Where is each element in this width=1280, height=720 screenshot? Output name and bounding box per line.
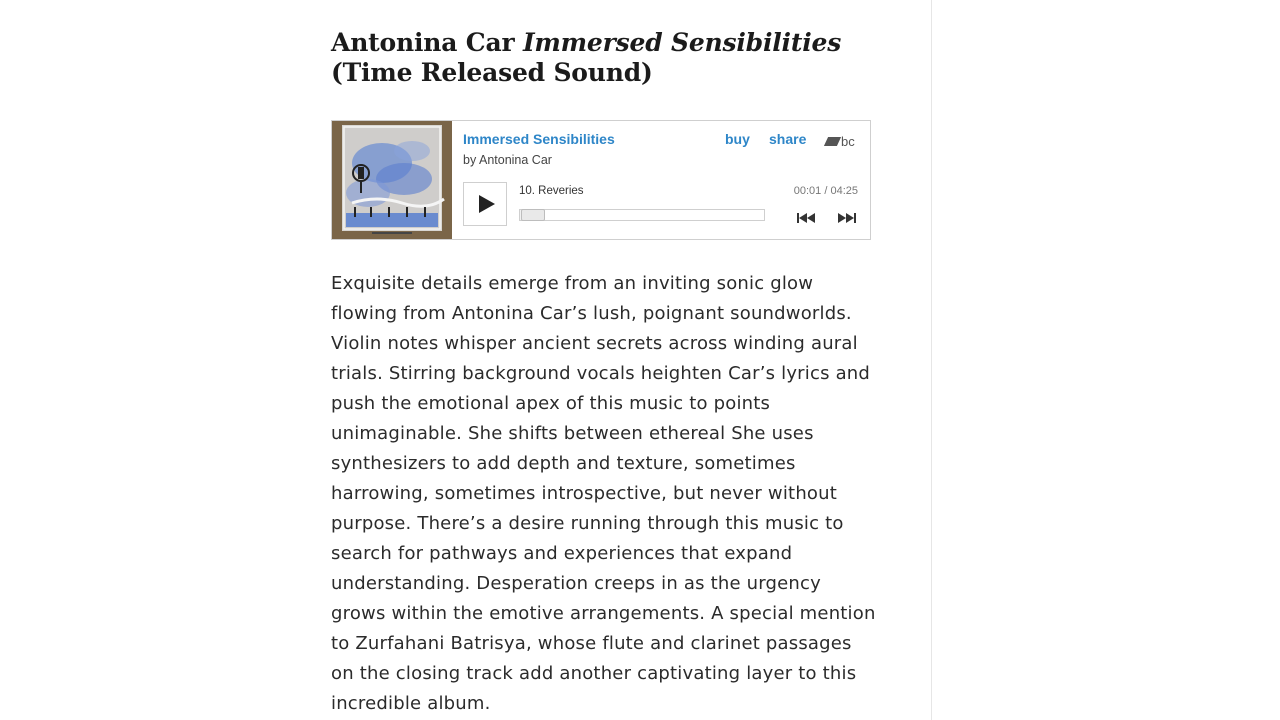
next-track-button[interactable] [838, 209, 856, 228]
bandcamp-mark-icon [824, 137, 841, 146]
play-button[interactable] [463, 182, 507, 226]
bandcamp-logo[interactable] [826, 134, 855, 149]
post-title-artist: Antonina Car [331, 28, 515, 57]
bandcamp-logo-text: bc [841, 134, 855, 149]
album-cover[interactable] [332, 121, 452, 239]
progress-bar[interactable] [519, 209, 765, 221]
post-title [331, 28, 876, 88]
time-total: 04:25 [830, 185, 858, 197]
post-title-label: (Time Released Sound) [331, 58, 653, 87]
skip-next-icon [838, 212, 856, 224]
track-time [794, 185, 858, 197]
play-icon [479, 195, 495, 213]
bandcamp-player [331, 120, 871, 240]
share-link[interactable]: share [769, 131, 807, 147]
buy-link[interactable]: buy [725, 131, 750, 147]
track-name: 10. Reveries [519, 185, 584, 197]
sidebar-divider [931, 0, 932, 720]
review-paragraph: Exquisite details emerge from an inviting sonic glow flowing from Antonina Car’s lush, poignant soundworlds. Violin notes whisper ancient secrets across winding aural trials. Stirring background vocals heighten Car’s lyrics and push the emotional apex of this music to points unimaginable. She shifts between ethereal She uses synthesizers to add depth and texture, sometimes harrowing, sometimes introspective, but never without purpose. There’s a desire running through this music to search for pathways and experiences that expand understanding. Desperation creeps in as the urgency grows within the emotive arrangements. A special mention to Zurfahani Batrisya, whose flute and clarinet passages on the closing track add another captivating layer to this incredible album. [331, 273, 876, 714]
article [331, 28, 876, 714]
skip-previous-icon [797, 212, 815, 224]
post-title-album: Immersed Sensibilities [522, 28, 842, 57]
time-separator: / [821, 185, 831, 197]
progress-handle[interactable] [521, 209, 545, 221]
previous-track-button[interactable] [797, 209, 815, 228]
time-current: 00:01 [793, 185, 822, 197]
player-artist[interactable]: by Antonina Car [463, 153, 552, 167]
player-album-title[interactable]: Immersed Sensibilities [463, 131, 615, 147]
